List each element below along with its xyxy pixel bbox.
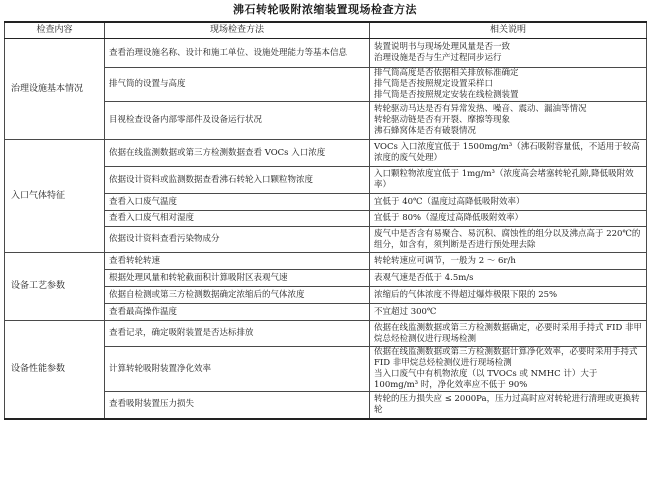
note-cell: 装置说明书与现场处理风量是否一致 治理设施是否与生产过程同步运行 <box>370 39 647 68</box>
note-cell: 宜低于 80%（湿度过高降低吸附效率） <box>370 211 647 227</box>
method-cell: 查看治理设施名称、设计和施工单位、设施处理能力等基本信息 <box>105 39 370 68</box>
note-cell: 依据在线监测数据或第三方检测数据计算净化效率，必要时采用手持式 FID 非甲烷总烃检测仪进行现场检测 当入口废气中有机物浓度（以 TVOCs 或 NMHC 计）大于 100mg/m³ 时，净化效率应不低于 90% <box>370 347 647 392</box>
table-row <box>5 140 647 167</box>
category-cell: 设备工艺参数 <box>5 253 105 321</box>
table-row <box>5 321 647 347</box>
note-cell: 浓缩后的气体浓度不得超过爆炸极限下限的 25% <box>370 287 647 304</box>
note-cell: 转轮的压力损失应 ≤ 2000Pa，压力过高时应对转轮进行清理或更换转轮 <box>370 392 647 419</box>
method-cell: 查看入口废气相对湿度 <box>105 211 370 227</box>
note-cell: 宜低于 40℃（温度过高降低吸附效率） <box>370 194 647 211</box>
note-cell: 排气筒高度是否依据相关排放标准确定 排气筒是否按照规定设置采样口 排气筒是否按照规定安装在线检测装置 <box>370 68 647 102</box>
note-cell: VOCs 入口浓度宜低于 1500mg/m³（沸石吸附容量低，不适用于较高浓度的废气处理） <box>370 140 647 167</box>
inspection-table <box>4 21 647 420</box>
note-cell: 入口颗粒物浓度宜低于 1mg/m³（浓度高会堵塞转轮孔隙,降低吸附效率） <box>370 167 647 194</box>
method-cell: 根据处理风量和转轮截面积计算吸附区表观气速 <box>105 270 370 287</box>
note-cell: 转轮驱动马达是否有异常发热、噪音、震动、漏油等情况 转轮驱动链是否有开裂、摩擦等现象 沸石蜂窝体是否有破裂情况 <box>370 102 647 140</box>
method-cell: 查看最高操作温度 <box>105 304 370 321</box>
method-cell: 计算转轮吸附装置净化效率 <box>105 347 370 392</box>
method-cell: 依据设计资料或监测数据查看沸石转轮入口颗粒物浓度 <box>105 167 370 194</box>
method-cell: 目视检查设备内部零部件及设备运行状况 <box>105 102 370 140</box>
header-related-notes: 相关说明 <box>370 22 647 39</box>
method-cell: 查看入口废气温度 <box>105 194 370 211</box>
method-cell: 依据自检测或第三方检测数据确定浓缩后的气体浓度 <box>105 287 370 304</box>
note-cell: 依据在线监测数据或第三方检测数据确定，必要时采用手持式 FID 非甲烷总烃检测仪进行现场检测 <box>370 321 647 347</box>
table-row <box>5 39 647 68</box>
note-cell: 表观气速是否低于 4.5m/s <box>370 270 647 287</box>
method-cell: 依据在线监测数据或第三方检测数据查看 VOCs 入口浓度 <box>105 140 370 167</box>
header-inspection-content: 检查内容 <box>5 22 105 39</box>
note-cell: 不宜超过 300℃ <box>370 304 647 321</box>
document-title: 沸石转轮吸附浓缩装置现场检查方法 <box>233 3 417 16</box>
note-cell: 废气中是否含有易聚合、易沉积、腐蚀性的组分以及沸点高于 220℃的组分，如含有，须判断是否进行预处理去除 <box>370 227 647 253</box>
note-cell: 转轮转速应可调节，一般为 2 ～ 6r/h <box>370 253 647 270</box>
table-row <box>5 253 647 270</box>
category-cell: 设备性能参数 <box>5 321 105 419</box>
header-onsite-method: 现场检查方法 <box>105 22 370 39</box>
method-cell: 查看吸附装置压力损失 <box>105 392 370 419</box>
method-cell: 排气筒的设置与高度 <box>105 68 370 102</box>
table-header-row <box>5 22 647 39</box>
method-cell: 依据设计资料查看污染物成分 <box>105 227 370 253</box>
method-cell: 查看记录，确定吸附装置是否达标排放 <box>105 321 370 347</box>
category-cell: 入口气体特征 <box>5 140 105 253</box>
method-cell: 查看转轮转速 <box>105 253 370 270</box>
category-cell: 治理设施基本情况 <box>5 39 105 140</box>
